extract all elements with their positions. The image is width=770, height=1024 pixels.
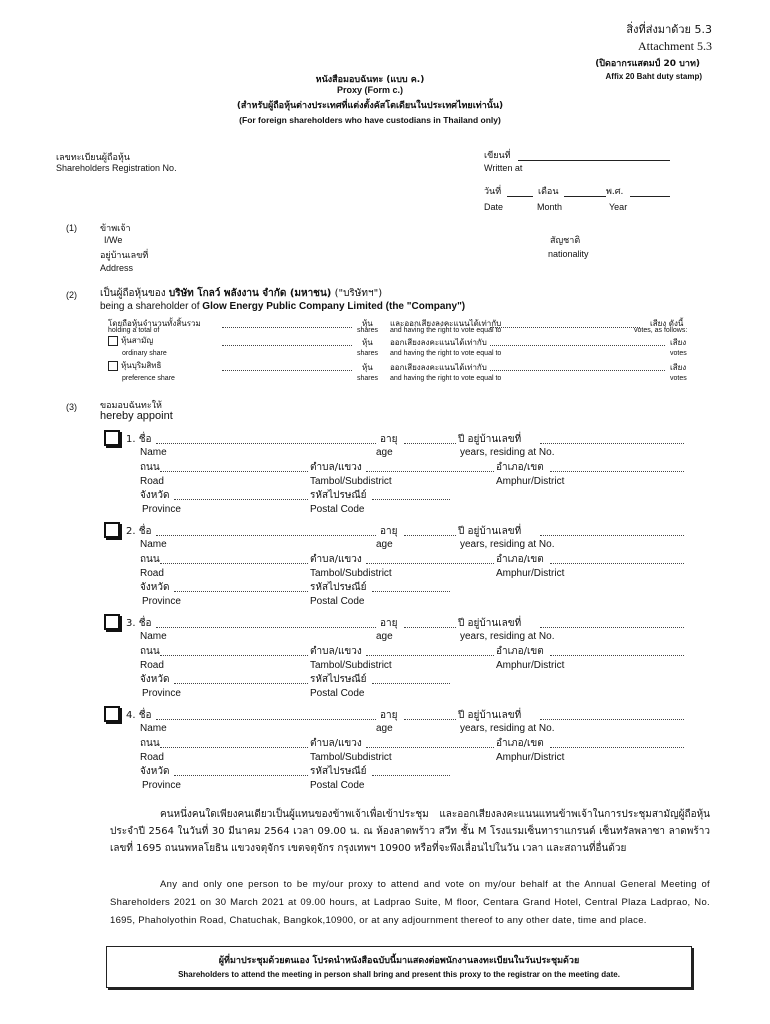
amphur-th: อำเภอ/เขต bbox=[496, 554, 544, 565]
proxy-3-age-field[interactable] bbox=[404, 627, 456, 628]
preference-checkbox[interactable] bbox=[108, 361, 118, 371]
province-en: Province bbox=[142, 780, 181, 791]
proxy-1-name-field[interactable] bbox=[156, 443, 376, 444]
proxy-2-checkbox[interactable] bbox=[104, 522, 120, 538]
section1-num: (1) bbox=[66, 223, 77, 233]
tambol-th: ตำบล/แขวง bbox=[310, 554, 362, 565]
year-field[interactable] bbox=[630, 196, 670, 197]
postal-en: Postal Code bbox=[310, 596, 365, 607]
votes-en-3: votes bbox=[670, 375, 687, 382]
stamp-en: Affix 20 Baht duty stamp) bbox=[605, 72, 702, 81]
preference-shares-field[interactable] bbox=[222, 370, 352, 371]
date-th: วันที่ bbox=[484, 187, 502, 197]
written-en: Written at bbox=[484, 163, 523, 173]
shares-th-1: หุ้น bbox=[362, 319, 373, 328]
tambol-th: ตำบล/แขวง bbox=[310, 462, 362, 473]
appoint-en: hereby appoint bbox=[100, 410, 173, 422]
preference-votes-field[interactable] bbox=[490, 370, 665, 371]
amphur-th: อำเภอ/เขต bbox=[496, 462, 544, 473]
notice-en: Shareholders to attend the meeting in person shall bring and present this proxy to the registrar on the meeting date. bbox=[178, 970, 620, 979]
proxy-2-tambol-field[interactable] bbox=[366, 563, 494, 564]
proxy-2-province-field[interactable] bbox=[174, 591, 308, 592]
proxy-number: 1. bbox=[126, 434, 136, 445]
proxy-2-road-field[interactable] bbox=[160, 563, 308, 564]
age-th: อายุ bbox=[380, 434, 398, 445]
body-paragraph-en: Any and only one person to be my/our proxy to attend and vote on my/our behalf at the Annual General Meeting of Shareholders 2021 on 30 March 2021 at 09.00 hours, at Ladprao Suite, M floor, Centara Grand Hotel, Central Plaza Ladprao, No. 1695, Phaholyothin Road, Chatuchak, Bangkok,10900, or at any adjournment thereof to any other date, time and place. bbox=[110, 879, 710, 926]
years-th: ปี อยู่บ้านเลขที่ bbox=[458, 526, 522, 537]
ordinary-votes-field[interactable] bbox=[490, 345, 665, 346]
year-en: Year bbox=[609, 202, 628, 212]
i-en: I/We bbox=[104, 235, 123, 245]
proxy-number: 2. bbox=[126, 526, 136, 537]
company-name-th: บริษัท โกลว์ พลังงาน จำกัด (มหาชน) bbox=[168, 288, 332, 299]
road-th: ถนน bbox=[140, 554, 160, 565]
amphur-en: Amphur/District bbox=[496, 568, 565, 579]
written-th: เขียนที่ bbox=[484, 151, 511, 161]
proxy-2-age-field[interactable] bbox=[404, 535, 456, 536]
proxy-1-age-field[interactable] bbox=[404, 443, 456, 444]
proxy-2-postal-field[interactable] bbox=[372, 591, 450, 592]
tambol-en: Tambol/Subdistrict bbox=[310, 752, 392, 763]
written-field[interactable] bbox=[518, 160, 670, 161]
age-en: age bbox=[376, 723, 393, 734]
shareholder-of-en: being a shareholder of bbox=[100, 301, 203, 312]
province-th: จังหวัด bbox=[140, 490, 170, 501]
road-th: ถนน bbox=[140, 646, 160, 657]
nationality-en: nationality bbox=[548, 249, 589, 259]
amphur-en: Amphur/District bbox=[496, 476, 565, 487]
total-votes-field[interactable] bbox=[490, 327, 640, 328]
proxy-1-province-field[interactable] bbox=[174, 499, 308, 500]
total-shares-field[interactable] bbox=[222, 327, 352, 328]
stamp-th: (ปิดอากรแสตมป์ 20 บาท) bbox=[595, 59, 700, 69]
total-th: โดยถือหุ้นจำนวนทั้งสิ้นรวม bbox=[108, 319, 201, 328]
votes-th-3: เสียง bbox=[670, 363, 687, 372]
proxy-number: 4. bbox=[126, 710, 136, 721]
postal-th: รหัสไปรษณีย์ bbox=[310, 766, 367, 777]
address-th: อยู่บ้านเลขที่ bbox=[100, 251, 149, 261]
province-th: จังหวัด bbox=[140, 674, 170, 685]
amphur-th: อำเภอ/เขต bbox=[496, 646, 544, 657]
road-en: Road bbox=[140, 568, 164, 579]
proxy-4-address-field[interactable] bbox=[540, 719, 684, 720]
province-th: จังหวัด bbox=[140, 582, 170, 593]
vote-en-3: and having the right to vote equal to bbox=[390, 375, 502, 382]
proxy-3-road-field[interactable] bbox=[160, 655, 308, 656]
age-th: อายุ bbox=[380, 710, 398, 721]
ordinary-row bbox=[108, 334, 153, 347]
attachment-th: สิ่งที่ส่งมาด้วย 5.3 bbox=[626, 23, 712, 36]
shares-th-3: หุ้น bbox=[362, 363, 373, 372]
proxy-1-name-row bbox=[126, 432, 152, 447]
tambol-th: ตำบล/แขวง bbox=[310, 738, 362, 749]
shares-th-2: หุ้น bbox=[362, 338, 373, 347]
years-th: ปี อยู่บ้านเลขที่ bbox=[458, 434, 522, 445]
proxy-4-amphur-field[interactable] bbox=[550, 747, 684, 748]
postal-th: รหัสไปรษณีย์ bbox=[310, 490, 367, 501]
preference-th: หุ้นบุริมสิทธิ bbox=[121, 361, 162, 370]
month-en: Month bbox=[537, 202, 563, 212]
tambol-en: Tambol/Subdistrict bbox=[310, 476, 392, 487]
vote-th-3: ออกเสียงลงคะแนนได้เท่ากับ bbox=[390, 363, 487, 372]
name-th: ชื่อ bbox=[138, 618, 152, 629]
proxy-1-address-field[interactable] bbox=[540, 443, 684, 444]
shares-en-3: shares bbox=[357, 375, 379, 382]
ordinary-th: หุ้นสามัญ bbox=[121, 336, 154, 345]
proxy-2-name-field[interactable] bbox=[156, 535, 376, 536]
date-field[interactable] bbox=[507, 196, 533, 197]
shares-en-2: shares bbox=[357, 350, 379, 357]
ordinary-checkbox[interactable] bbox=[108, 336, 118, 346]
proxy-2-name-row bbox=[126, 524, 152, 539]
title-th: หนังสือมอบฉันทะ (แบบ ค.) bbox=[315, 75, 425, 85]
year-th: พ.ศ. bbox=[606, 187, 624, 197]
years-en: years, residing at No. bbox=[460, 539, 555, 550]
postal-en: Postal Code bbox=[310, 688, 365, 699]
ordinary-shares-field[interactable] bbox=[222, 345, 352, 346]
amphur-en: Amphur/District bbox=[496, 752, 565, 763]
years-en: years, residing at No. bbox=[460, 631, 555, 642]
notice-box bbox=[106, 946, 692, 988]
age-en: age bbox=[376, 447, 393, 458]
vote-th-2: ออกเสียงลงคะแนนได้เท่ากับ bbox=[390, 338, 487, 347]
province-en: Province bbox=[142, 504, 181, 515]
years-en: years, residing at No. bbox=[460, 723, 555, 734]
years-en: years, residing at No. bbox=[460, 447, 555, 458]
body-paragraph-th: คนหนึ่งคนใดเพียงคนเดียวเป็นผู้แทนของข้าพเจ้าเพื่อเข้าประชุม และออกเสียงลงคะแนนแทนข้าพเจ้าในการประชุมสามัญผู้ถือหุ้น ประจำปี 2564 ในวันที่ 30 มีนาคม 2564 เวลา 09.00 น. ณ ห้องลาดพร้าว สวีท ชั้น M โรงแรมเซ็นทาราแกรนด์ เซ็นทรัลพลาซา ลาดพร้าว เลขที่ 1695 ถนนพหลโยธิน แขวงจตุจักร เขตจตุจักร กรุงเทพฯ 10900 หรือที่จะพึงเลื่อนไปในวัน เวลา และสถานที่อื่นด้วย bbox=[110, 809, 710, 854]
section2-line-en bbox=[100, 301, 465, 312]
attachment-en: Attachment 5.3 bbox=[638, 39, 712, 53]
i-th: ข้าพเจ้า bbox=[100, 224, 131, 234]
proxy-4-age-field[interactable] bbox=[404, 719, 456, 720]
section2-line-th bbox=[100, 286, 382, 301]
postal-en: Postal Code bbox=[310, 504, 365, 515]
proxy-1-tambol-field[interactable] bbox=[366, 471, 494, 472]
company-name-en: Glow Energy Public Company Limited (the "Company") bbox=[202, 301, 466, 312]
name-en: Name bbox=[140, 723, 167, 734]
name-en: Name bbox=[140, 539, 167, 550]
proxy-4-name-field[interactable] bbox=[156, 719, 376, 720]
subtitle-en: (For foreign shareholders who have custodians in Thailand only) bbox=[239, 115, 501, 125]
month-field[interactable] bbox=[564, 196, 606, 197]
notice-th: ผู้ที่มาประชุมด้วยตนเอง โปรดนำหนังสือฉบับนี้มาแสดงต่อพนักงานลงทะเบียนในวันประชุมด้วย bbox=[218, 956, 580, 966]
road-en: Road bbox=[140, 752, 164, 763]
postal-th: รหัสไปรษณีย์ bbox=[310, 582, 367, 593]
proxy-1-road-field[interactable] bbox=[160, 471, 308, 472]
proxy-3-address-field[interactable] bbox=[540, 627, 684, 628]
age-en: age bbox=[376, 631, 393, 642]
road-th: ถนน bbox=[140, 738, 160, 749]
proxy-3-amphur-field[interactable] bbox=[550, 655, 684, 656]
proxy-3-province-field[interactable] bbox=[174, 683, 308, 684]
ordinary-en: ordinary share bbox=[122, 350, 167, 357]
name-en: Name bbox=[140, 447, 167, 458]
road-th: ถนน bbox=[140, 462, 160, 473]
title-en: Proxy (Form c.) bbox=[336, 85, 403, 95]
section2-num: (2) bbox=[66, 290, 77, 300]
name-th: ชื่อ bbox=[138, 434, 152, 445]
address-en: Address bbox=[100, 263, 134, 273]
name-th: ชื่อ bbox=[138, 710, 152, 721]
proxy-4-road-field[interactable] bbox=[160, 747, 308, 748]
amphur-th: อำเภอ/เขต bbox=[496, 738, 544, 749]
proxy-3-name-row bbox=[126, 616, 152, 631]
vote-en-2: and having the right to vote equal to bbox=[390, 350, 502, 357]
proxy-3-checkbox[interactable] bbox=[104, 614, 120, 630]
road-en: Road bbox=[140, 476, 164, 487]
nationality-th: สัญชาติ bbox=[550, 236, 581, 246]
reg-label-th: เลขทะเบียนผู้ถือหุ้น bbox=[56, 153, 130, 163]
name-th: ชื่อ bbox=[138, 526, 152, 537]
proxy-3-name-field[interactable] bbox=[156, 627, 376, 628]
preference-en: preference share bbox=[122, 375, 175, 382]
proxy-4-postal-field[interactable] bbox=[372, 775, 450, 776]
age-th: อายุ bbox=[380, 618, 398, 629]
province-en: Province bbox=[142, 688, 181, 699]
proxy-number: 3. bbox=[126, 618, 136, 629]
proxy-1-checkbox[interactable] bbox=[104, 430, 120, 446]
date-en: Date bbox=[484, 202, 504, 212]
subtitle-th: (สำหรับผู้ถือหุ้นต่างประเทศที่แต่งตั้งคัสโตเดียนในประเทศไทยเท่านั้น) bbox=[236, 101, 504, 111]
proxy-4-tambol-field[interactable] bbox=[366, 747, 494, 748]
company-abbrev-th: ("บริษัทฯ") bbox=[331, 288, 383, 299]
years-th: ปี อยู่บ้านเลขที่ bbox=[458, 618, 522, 629]
years-th: ปี อยู่บ้านเลขที่ bbox=[458, 710, 522, 721]
shareholder-of-th: เป็นผู้ถือหุ้นของ bbox=[100, 288, 169, 299]
tambol-en: Tambol/Subdistrict bbox=[310, 660, 392, 671]
proxy-4-checkbox[interactable] bbox=[104, 706, 120, 722]
road-en: Road bbox=[140, 660, 164, 671]
tambol-th: ตำบล/แขวง bbox=[310, 646, 362, 657]
amphur-en: Amphur/District bbox=[496, 660, 565, 671]
appoint-th: ขอมอบฉันทะให้ bbox=[100, 401, 162, 411]
age-en: age bbox=[376, 539, 393, 550]
proxy-3-postal-field[interactable] bbox=[372, 683, 450, 684]
tambol-en: Tambol/Subdistrict bbox=[310, 568, 392, 579]
proxy-4-name-row bbox=[126, 708, 152, 723]
proxy-1-amphur-field[interactable] bbox=[550, 471, 684, 472]
votes-follows-en: votes, as follows: bbox=[634, 327, 688, 334]
proxy-3-tambol-field[interactable] bbox=[366, 655, 494, 656]
proxy-4-province-field[interactable] bbox=[174, 775, 308, 776]
vote-th-1: และออกเสียงลงคะแนนได้เท่ากับ bbox=[390, 319, 502, 328]
preference-row bbox=[108, 359, 161, 372]
vote-en-1: and having the right to vote equal to bbox=[390, 327, 502, 334]
reg-label-en: Shareholders Registration No. bbox=[56, 163, 177, 173]
postal-th: รหัสไปรษณีย์ bbox=[310, 674, 367, 685]
shares-en-1: shares bbox=[357, 327, 379, 334]
proxy-2-address-field[interactable] bbox=[540, 535, 684, 536]
province-en: Province bbox=[142, 596, 181, 607]
province-th: จังหวัด bbox=[140, 766, 170, 777]
votes-follows-th: เสียง ดังนี้ bbox=[650, 319, 684, 328]
name-en: Name bbox=[140, 631, 167, 642]
proxy-2-amphur-field[interactable] bbox=[550, 563, 684, 564]
votes-en-2: votes bbox=[670, 350, 687, 357]
age-th: อายุ bbox=[380, 526, 398, 537]
section3-num: (3) bbox=[66, 402, 77, 412]
proxy-1-postal-field[interactable] bbox=[372, 499, 450, 500]
votes-th-2: เสียง bbox=[670, 338, 687, 347]
month-th: เดือน bbox=[538, 187, 559, 197]
total-en: holding a total of bbox=[108, 327, 160, 334]
postal-en: Postal Code bbox=[310, 780, 365, 791]
